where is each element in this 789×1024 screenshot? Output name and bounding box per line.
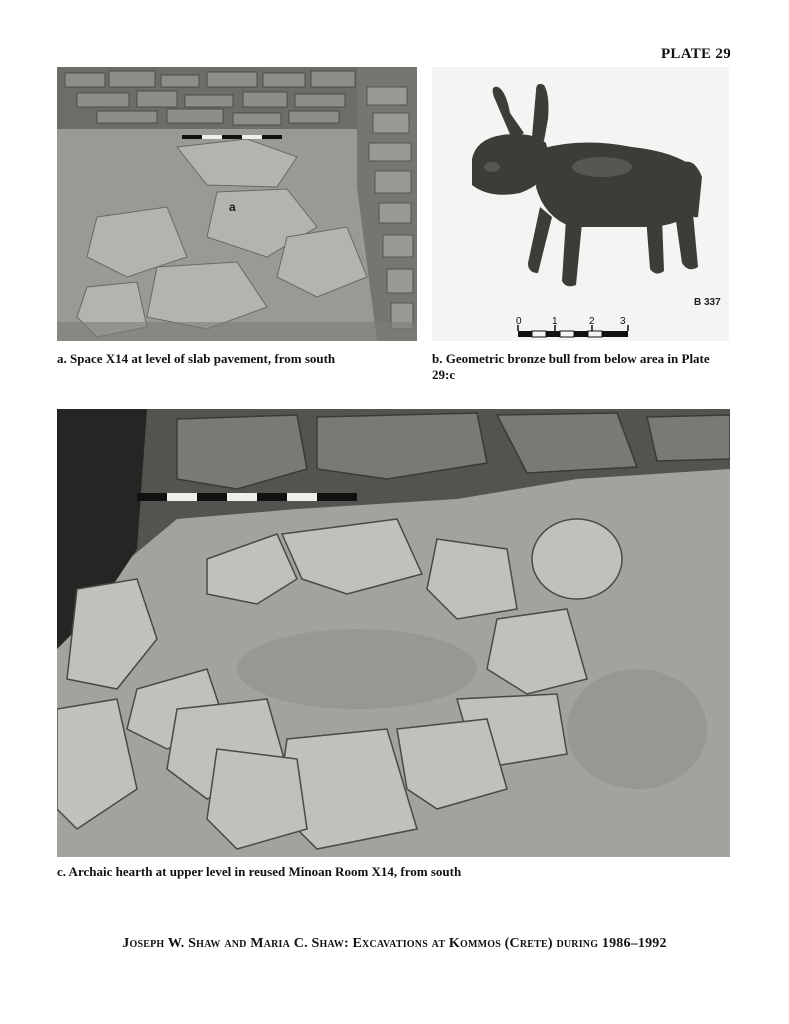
photo-a-image bbox=[57, 67, 417, 341]
photo-b-image bbox=[432, 67, 729, 341]
plate-number: PLATE 29 bbox=[660, 46, 731, 62]
caption-c: c. Archaic hearth at upper level in reused Minoan Room X14, from south bbox=[57, 864, 462, 879]
photo-bronze-bull bbox=[432, 67, 729, 341]
specimen-label: B 337 bbox=[694, 297, 721, 308]
scale-tick-3: 3 bbox=[620, 316, 626, 327]
caption-b: b. Geometric bronze bull from below area in Plate 29:c bbox=[432, 351, 710, 382]
photo-archaic-hearth bbox=[57, 409, 730, 857]
photo-c-image bbox=[57, 409, 730, 857]
photo-a-marker: a bbox=[229, 200, 236, 214]
caption-a: a. Space X14 at level of slab pavement, from south bbox=[57, 351, 336, 366]
photo-space-x14 bbox=[57, 67, 417, 341]
scale-tick-1: 1 bbox=[552, 316, 558, 327]
scale-tick-0: 0 bbox=[516, 316, 522, 327]
scale-tick-2: 2 bbox=[589, 316, 595, 327]
page-footer: Joseph W. Shaw and Maria C. Shaw: Excavations at Kommos (Crete) during 1986–1992 bbox=[122, 936, 667, 951]
